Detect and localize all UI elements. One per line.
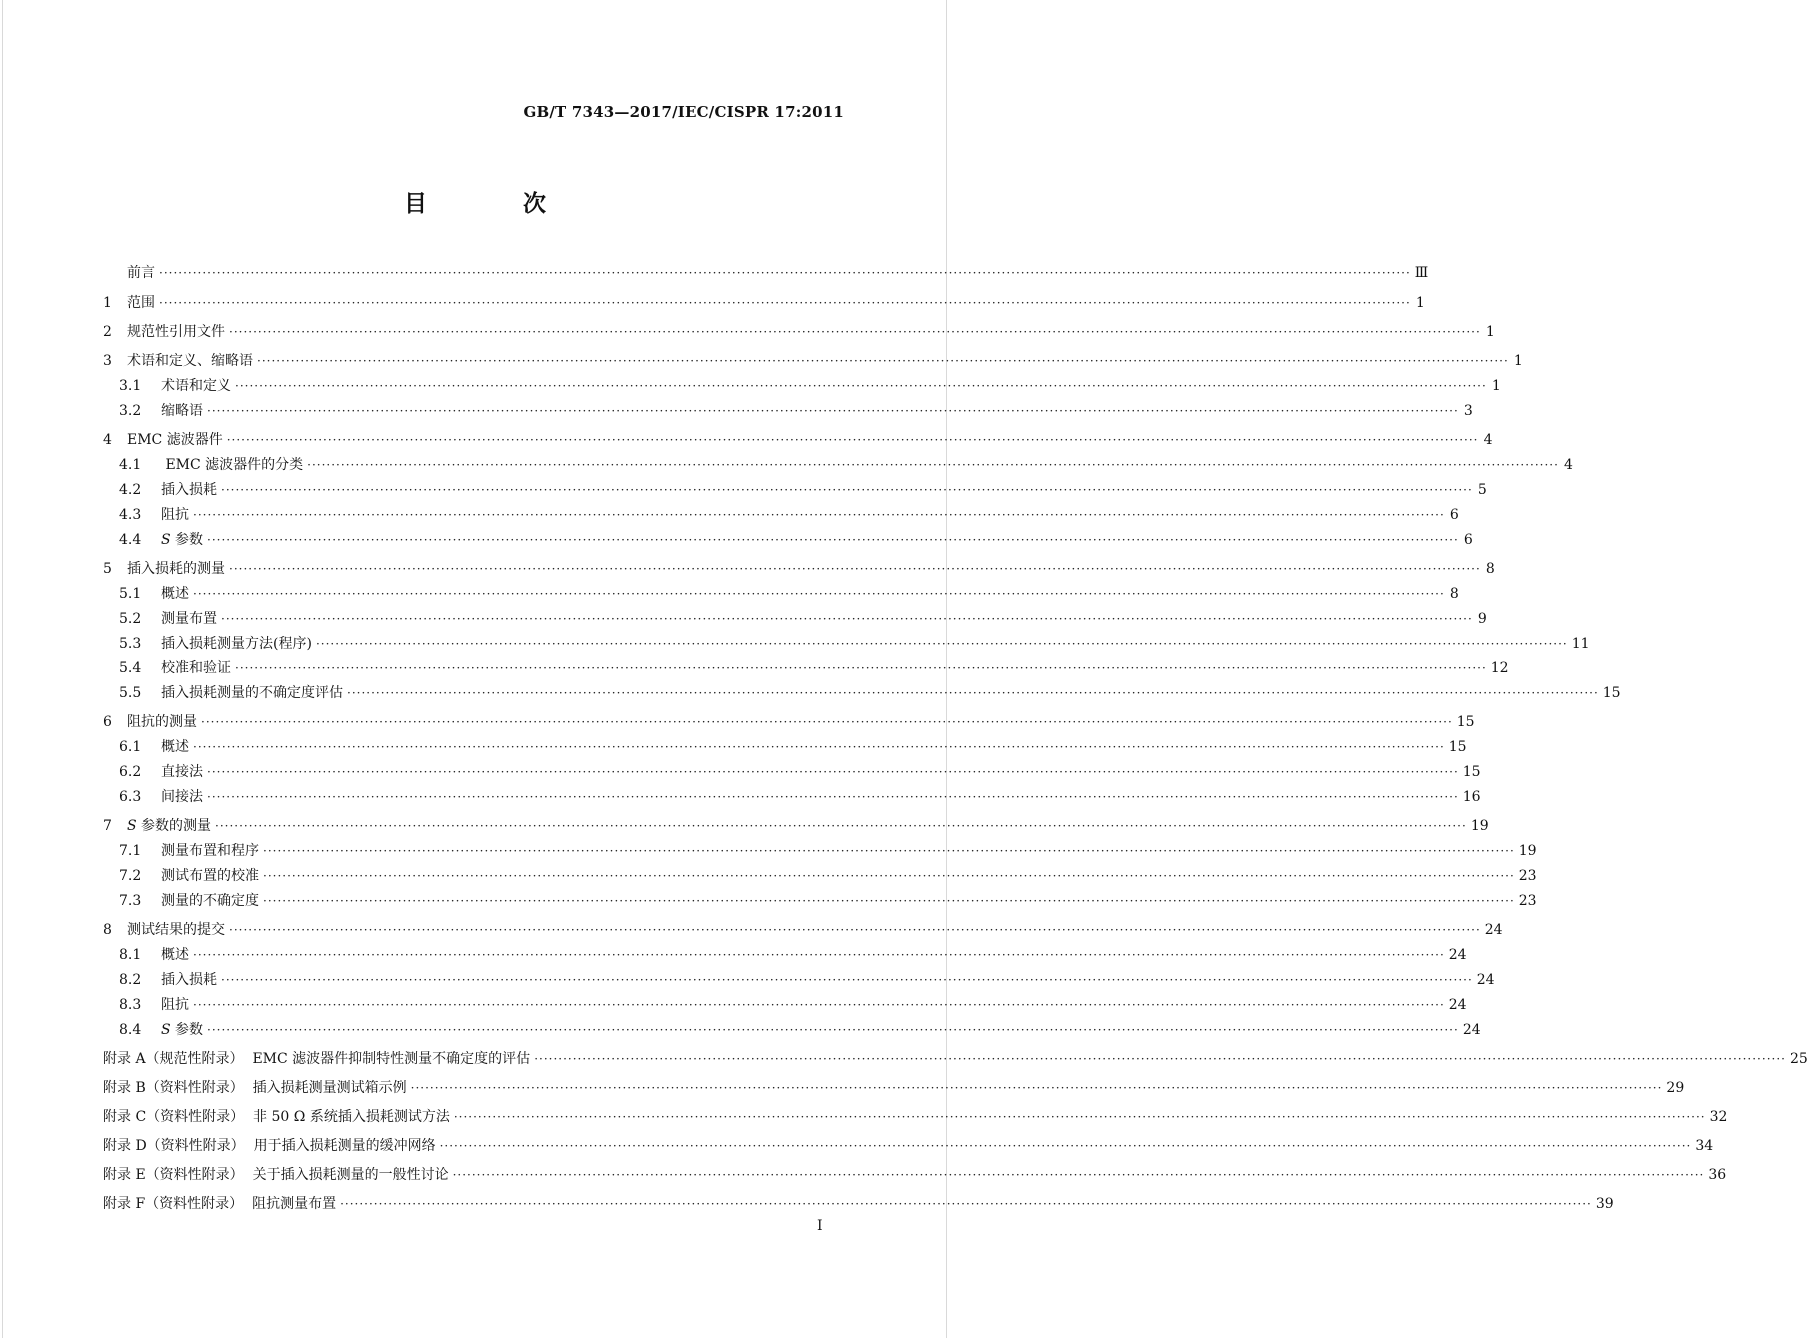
toc-entry-number: 6.2 [119, 764, 142, 780]
toc-entry-title: EMC 滤波器件的分类 [161, 457, 304, 473]
toc-entry-title: 附录 E（资料性附录） 关于插入损耗测量的一般性讨论 [103, 1167, 449, 1183]
toc-entry-title: 术语和定义 [161, 378, 231, 394]
toc-entry-page: 16 [1462, 789, 1481, 805]
toc-entry-title: 术语和定义、缩略语 [127, 353, 253, 369]
toc-entry-title: 插入损耗 [161, 482, 217, 498]
toc-leader-dots: ···································································································································································································································································· [452, 1168, 1705, 1182]
toc-entry-title: 附录 F（资料性附录） 阻抗测量布置 [103, 1196, 337, 1212]
toc-entry[interactable] [103, 1137, 1714, 1155]
toc-entry-number: 8.4 [119, 1022, 142, 1038]
toc-entry[interactable] [103, 971, 1495, 989]
toc-entry-title: 范围 [127, 295, 155, 311]
toc-entry-page: 6 [1463, 532, 1473, 548]
toc-entry-page: 36 [1708, 1167, 1727, 1183]
toc-entry-title: 校准和验证 [161, 660, 231, 676]
toc-entry-title: 插入损耗测量方法(程序) [161, 636, 312, 652]
toc-entry-page: 1 [1491, 378, 1501, 394]
toc-leader-dots: ···································································································································································································································································· [410, 1081, 1663, 1095]
toc-entry-number: 8.3 [119, 997, 142, 1013]
toc-leader-dots: ···································································································································································································································································· [263, 844, 1515, 858]
toc-entry-page: 15 [1602, 685, 1621, 701]
toc-entry-number: 8.2 [119, 972, 142, 988]
toc-entry[interactable] [103, 867, 1537, 885]
toc-leader-dots: ···································································································································································································································································· [257, 354, 1509, 368]
toc-entry-number: 3.2 [119, 403, 142, 419]
toc-entry-number: 4.3 [119, 507, 142, 523]
toc-entry-page: 29 [1666, 1080, 1685, 1096]
toc-entry-number: 8.1 [119, 947, 142, 963]
toc-leader-dots: ···································································································································································································································································· [315, 637, 1568, 651]
toc-entry-page: 4 [1564, 457, 1573, 473]
toc-entry[interactable] [103, 506, 1459, 524]
toc-entry-number: 3 [103, 353, 112, 369]
toc-entry[interactable] [103, 585, 1459, 603]
toc-entry[interactable] [103, 402, 1473, 420]
toc-leader-dots: ···································································································································································································································································· [226, 433, 1479, 447]
toc-entry-page: 19 [1470, 818, 1489, 834]
toc-entry[interactable] [103, 352, 1523, 370]
toc-entry[interactable] [103, 610, 1487, 628]
toc-entry-title: 间接法 [161, 789, 203, 805]
toc-entry-title: 阻抗的测量 [127, 714, 197, 730]
toc-entry-page: 1 [1415, 295, 1425, 311]
toc-entry-page: 11 [1571, 636, 1590, 652]
toc-entry-title: 插入损耗测量的不确定度评估 [161, 685, 343, 701]
toc-entry-page: 4 [1483, 432, 1493, 448]
toc-leader-dots: ···································································································································································································································································· [207, 404, 1459, 418]
toc-entry-title: 测试结果的提交 [127, 922, 225, 938]
toc-entry-title: 前言 [127, 265, 155, 281]
toc-entry-page: 24 [1462, 1022, 1481, 1038]
toc-entry-title: 规范性引用文件 [127, 324, 225, 340]
toc-entry[interactable] [103, 921, 1503, 939]
toc-entry-page: 24 [1448, 947, 1467, 963]
toc-entry[interactable] [103, 842, 1537, 860]
toc-entry[interactable] [103, 377, 1501, 395]
toc-leader-dots: ···································································································································································································································································· [159, 266, 1411, 280]
toc-entry-number: 6.1 [119, 739, 142, 755]
toc-entry-page: 19 [1518, 843, 1537, 859]
toc-leader-dots: ···································································································································································································································································· [453, 1110, 1706, 1124]
toc-entry-number: 5.2 [119, 611, 142, 627]
toc-entry[interactable] [103, 431, 1493, 449]
toc-leader-dots: ···································································································································································································································································· [221, 612, 1473, 626]
toc-entry-number: 8 [103, 922, 112, 938]
toc-entry-title: 缩略语 [161, 403, 203, 419]
toc-entry-title: 直接法 [161, 764, 203, 780]
toc-leader-dots: ···································································································································································································································································· [439, 1139, 1692, 1153]
toc-leader-dots: ···································································································································································································································································· [215, 819, 1467, 833]
toc-entry-number: 4.4 [119, 532, 142, 548]
toc-entry-page: 5 [1477, 482, 1487, 498]
toc-entry[interactable] [103, 1166, 1727, 1184]
toc-leader-dots: ···································································································································································································································································· [193, 587, 1445, 601]
toc-entry-page: 1 [1513, 353, 1523, 369]
toc-leader-dots: ···································································································································································································································································· [207, 790, 1459, 804]
toc-entry-title: S 参数的测量 [127, 818, 212, 834]
toc-leader-dots: ···································································································································································································································································· [340, 1197, 1592, 1211]
toc-leader-dots: ···································································································································································································································································· [235, 661, 1487, 675]
toc-leader-dots: ···································································································································································································································································· [193, 998, 1445, 1012]
toc-entry-page: 24 [1484, 922, 1503, 938]
toc-entry-page: 12 [1490, 660, 1509, 676]
toc-entry-number: 6 [103, 714, 112, 730]
toc-entry-title: 测量布置 [161, 611, 217, 627]
toc-entry[interactable] [103, 763, 1481, 781]
toc-entry-page: 15 [1456, 714, 1475, 730]
toc-entry[interactable] [103, 635, 1590, 653]
toc-entry[interactable] [103, 892, 1537, 910]
toc-entry-page: 23 [1518, 868, 1537, 884]
toc-entry-title: 测试布置的校准 [161, 868, 259, 884]
toc-entry-page: 1 [1485, 324, 1495, 340]
toc-entry[interactable] [103, 1079, 1685, 1097]
toc-entry-page: 24 [1448, 997, 1467, 1013]
toc-leader-dots: ···································································································································································································································································· [207, 765, 1459, 779]
toc-entry-title: 附录 D（资料性附录） 用于插入损耗测量的缓冲网络 [103, 1138, 436, 1154]
toc-entry-page: 6 [1449, 507, 1459, 523]
toc-entry[interactable] [103, 456, 1573, 474]
toc-entry-page: 24 [1476, 972, 1495, 988]
toc-entry[interactable] [103, 481, 1487, 499]
toc-entry[interactable] [103, 323, 1495, 341]
toc-entry[interactable] [103, 788, 1481, 806]
toc-entry-title: 概述 [161, 739, 189, 755]
toc-leader-dots: ···································································································································································································································································· [201, 715, 1453, 729]
toc-entry-title: 概述 [161, 586, 189, 602]
toc-entry[interactable] [103, 713, 1475, 731]
page-title: 目 次 [403, 191, 590, 217]
toc-entry-page: 3 [1463, 403, 1473, 419]
toc-entry-page: 8 [1449, 586, 1459, 602]
standard-code: GB/T 7343—2017/IEC/CISPR 17:2011 [523, 103, 844, 121]
toc-entry-number: 7.2 [119, 868, 142, 884]
toc-entry[interactable] [103, 1108, 1728, 1126]
toc-entry[interactable] [103, 560, 1495, 578]
toc-entry-page: 9 [1477, 611, 1487, 627]
toc-entry-number: 7.3 [119, 893, 142, 909]
toc-entry-title: S 参数 [161, 1022, 204, 1038]
toc-entry-number: 5.5 [119, 685, 142, 701]
toc-entry-page: 32 [1709, 1109, 1728, 1125]
toc-entry-page: Ⅲ [1414, 265, 1429, 281]
toc-entry-title: 测量的不确定度 [161, 893, 259, 909]
toc-entry-title: 插入损耗 [161, 972, 217, 988]
toc-entry[interactable] [103, 1195, 1614, 1213]
toc-entry[interactable] [103, 684, 1621, 702]
toc-entry-title: 测量布置和程序 [161, 843, 259, 859]
toc-entry-page: 25 [1789, 1051, 1808, 1067]
toc-entry-number: 7 [103, 818, 112, 834]
toc-entry-number: 1 [103, 295, 112, 311]
toc-entry-title: S 参数 [161, 532, 204, 548]
toc-leader-dots: ···································································································································································································································································· [193, 508, 1445, 522]
toc-entry-number: 5.3 [119, 636, 142, 652]
toc-entry[interactable] [103, 264, 1429, 282]
toc-entry-page: 39 [1595, 1196, 1614, 1212]
toc-entry-title: 附录 B（资料性附录） 插入损耗测量测试箱示例 [103, 1080, 407, 1096]
toc-leader-dots: ···································································································································································································································································· [263, 869, 1515, 883]
toc-entry-number: 4 [103, 432, 112, 448]
toc-entry[interactable] [103, 531, 1473, 549]
toc-leader-dots: ···································································································································································································································································· [229, 923, 1481, 937]
toc-leader-dots: ···································································································································································································································································· [193, 740, 1445, 754]
toc-leader-dots: ···································································································································································································································································· [347, 686, 1599, 700]
toc-entry-title: 插入损耗的测量 [127, 561, 225, 577]
toc-leader-dots: ···································································································································································································································································· [235, 379, 1487, 393]
toc-entry-page: 23 [1518, 893, 1537, 909]
toc-leader-dots: ···································································································································································································································································· [221, 483, 1473, 497]
toc-entry-title: 阻抗 [161, 507, 189, 523]
toc-leader-dots: ···································································································································································································································································· [207, 1023, 1459, 1037]
toc-entry[interactable] [103, 659, 1509, 677]
toc-entry-number: 3.1 [119, 378, 142, 394]
toc-entry-number: 5.1 [119, 586, 142, 602]
toc-leader-dots: ···································································································································································································································································· [263, 894, 1515, 908]
toc-entry-page: 34 [1695, 1138, 1714, 1154]
toc-entry[interactable] [103, 1021, 1481, 1039]
toc-entry-title: 附录 C（资料性附录） 非 50 Ω 系统插入损耗测试方法 [103, 1109, 450, 1125]
toc-entry-number: 6.3 [119, 789, 142, 805]
toc-entry-title: 附录 A（规范性附录） EMC 滤波器件抑制特性测量不确定度的评估 [103, 1051, 531, 1067]
toc-entry-number: 4.2 [119, 482, 142, 498]
toc-entry[interactable] [103, 946, 1467, 964]
toc-leader-dots: ···································································································································································································································································· [307, 458, 1559, 472]
toc-entry-title: 阻抗 [161, 997, 189, 1013]
toc-leader-dots: ···································································································································································································································································· [159, 296, 1411, 310]
toc-entry-page: 15 [1462, 764, 1481, 780]
toc-leader-dots: ···································································································································································································································································· [229, 562, 1481, 576]
toc-entry[interactable] [103, 996, 1467, 1014]
toc-entry-title: 概述 [161, 947, 189, 963]
toc-leader-dots: ···································································································································································································································································· [229, 325, 1481, 339]
toc-entry-page: 15 [1448, 739, 1467, 755]
toc-entry-number: 5.4 [119, 660, 142, 676]
toc-entry-page: 8 [1485, 561, 1495, 577]
toc-leader-dots: ···································································································································································································································································· [221, 973, 1473, 987]
toc-entry-number: 5 [103, 561, 112, 577]
toc-leader-dots: ···································································································································································································································································· [534, 1052, 1786, 1066]
toc-entry[interactable] [103, 294, 1425, 312]
toc-entry[interactable] [103, 1050, 1808, 1068]
toc-entry-number: 7.1 [119, 843, 142, 859]
toc-entry[interactable] [103, 817, 1489, 835]
toc-entry-number: 4.1 [119, 457, 142, 473]
toc-leader-dots: ···································································································································································································································································· [193, 948, 1445, 962]
toc-leader-dots: ···································································································································································································································································· [207, 533, 1459, 547]
toc-entry[interactable] [103, 738, 1467, 756]
toc-entry-number: 2 [103, 324, 112, 340]
toc-entry-title: EMC 滤波器件 [127, 432, 223, 448]
page-number: I [817, 1218, 823, 1234]
